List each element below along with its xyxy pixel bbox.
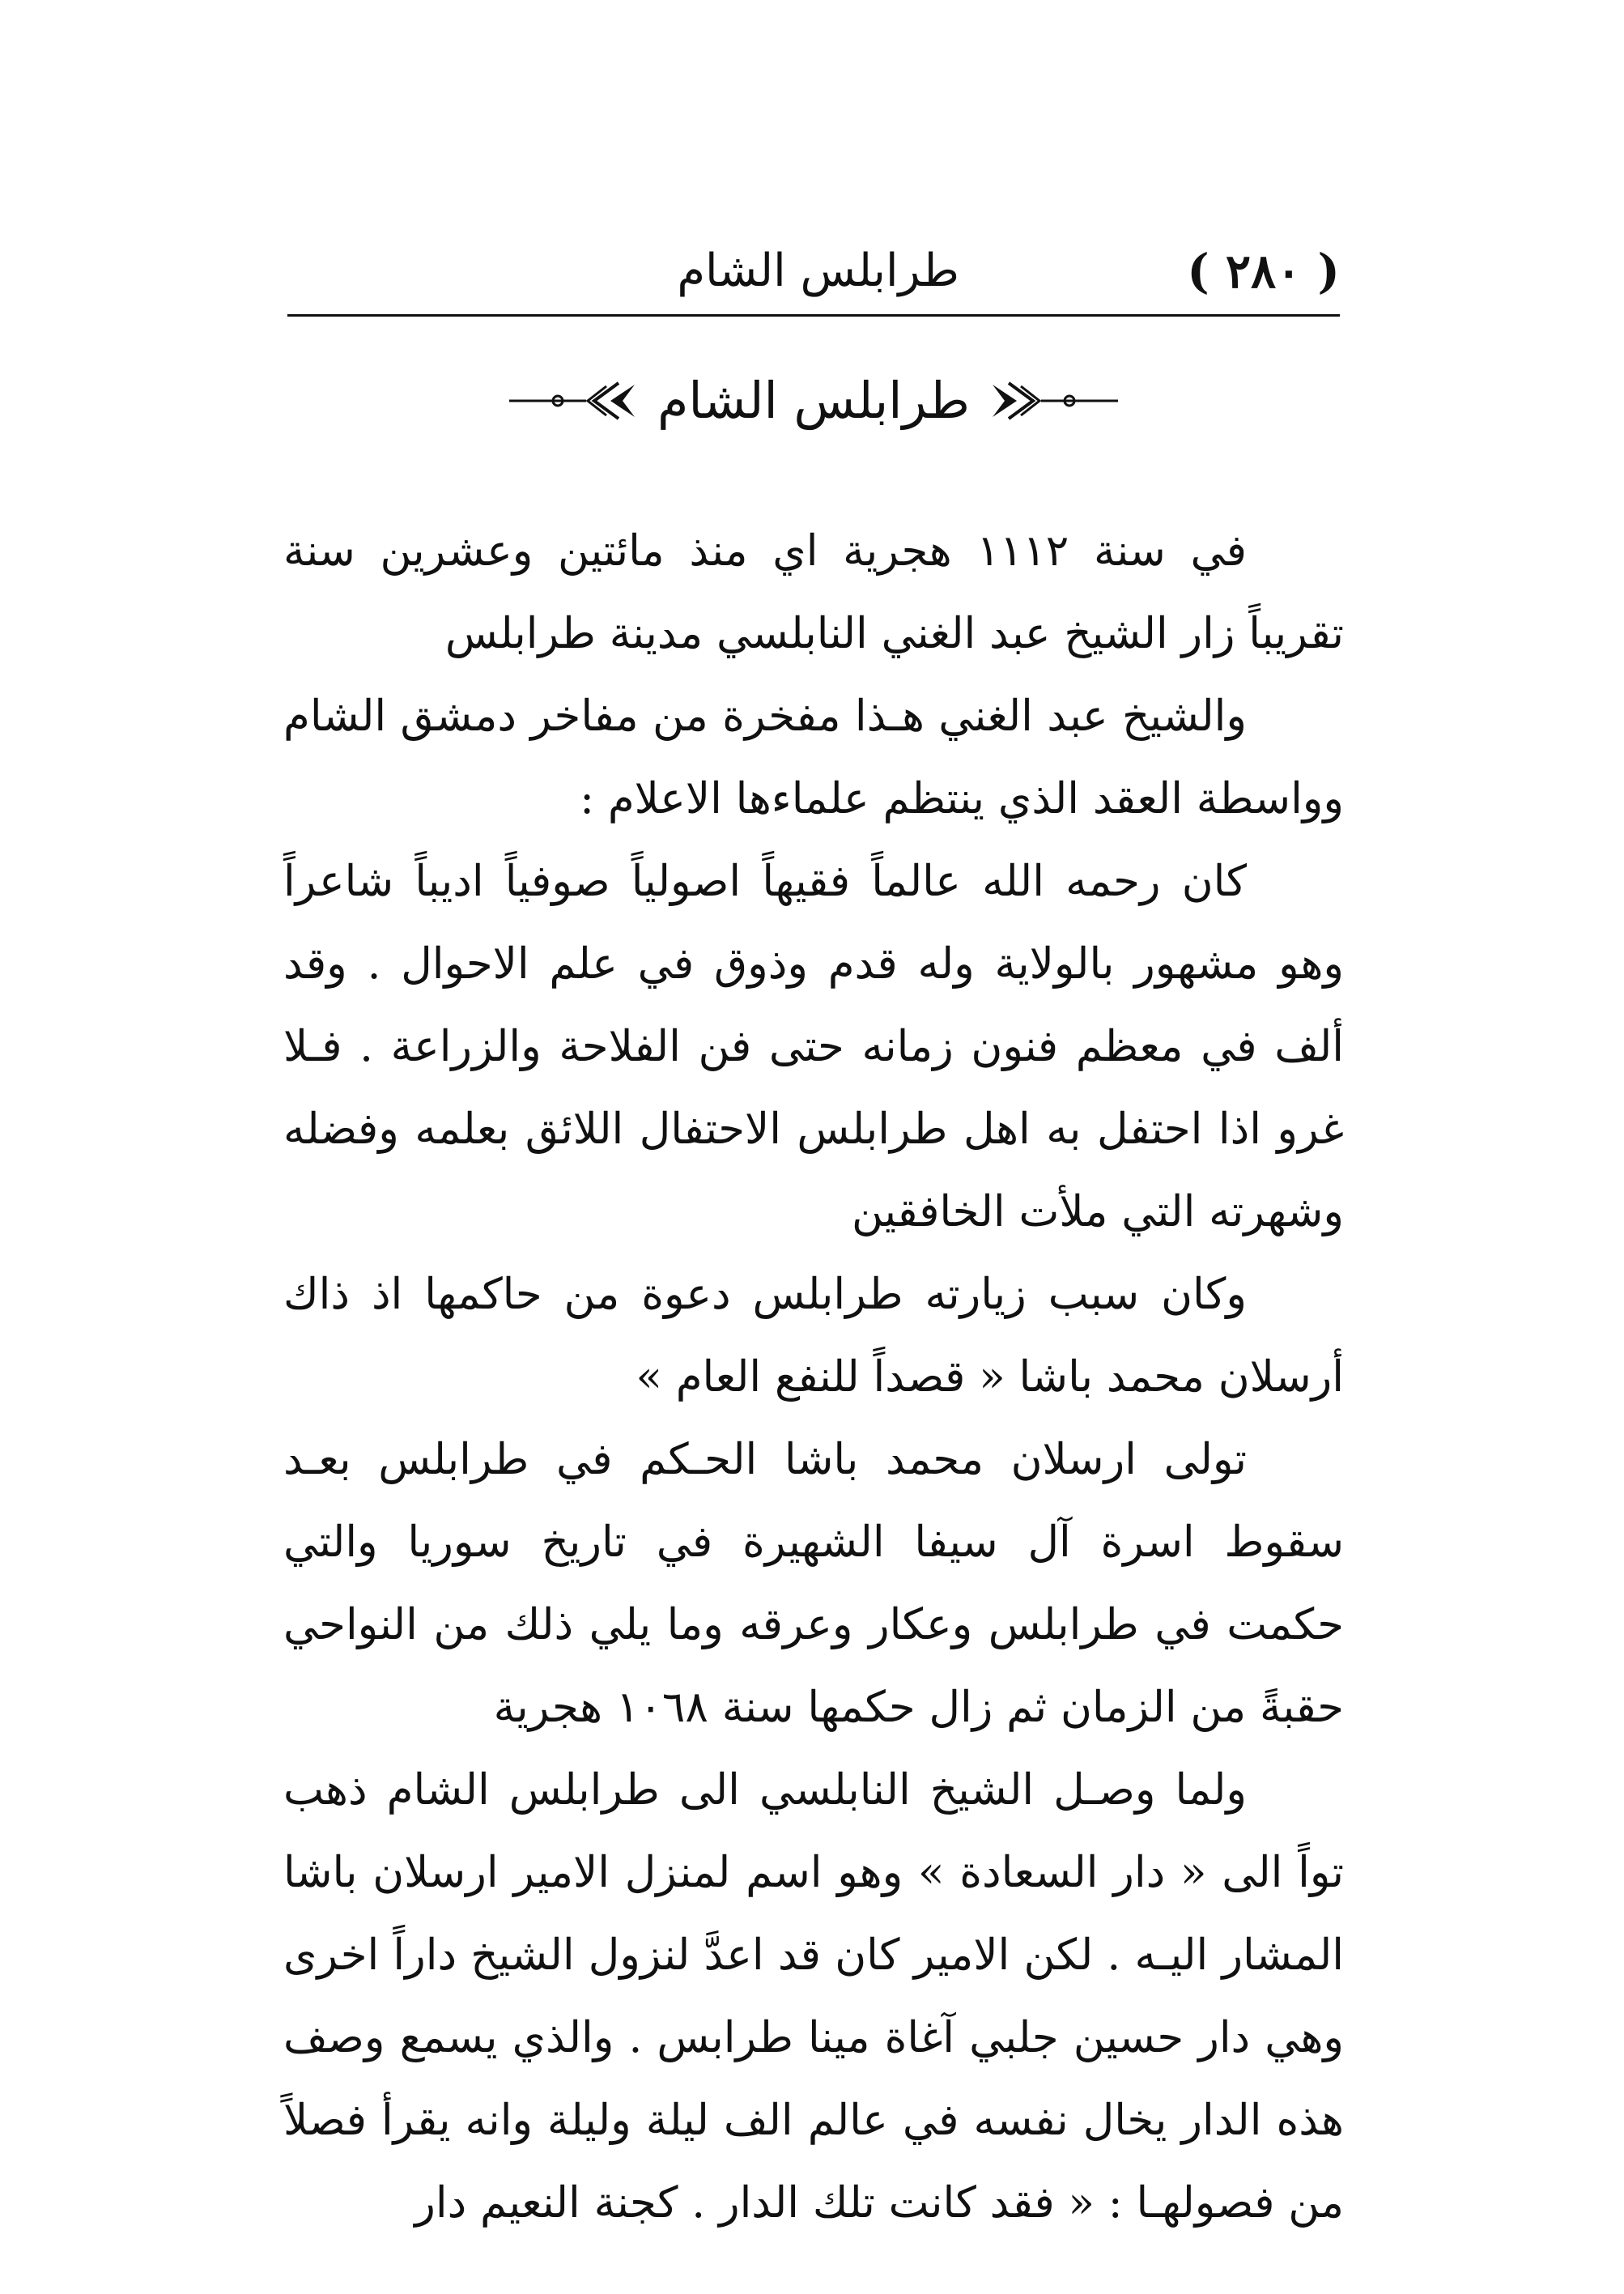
fleuron-ornament-icon bbox=[505, 377, 643, 425]
chapter-heading bbox=[287, 360, 1340, 441]
paragraph: في سنة ١١١٢ هجرية اي منذ مائتين وعشرين سنة تقريباً زار الشيخ عبد الغني النابلسي مدينة طرابلس bbox=[283, 526, 1344, 658]
paragraph: والشيخ عبد الغني هـذا مفخرة من مفاخر دمشق الشام وواسطة العقد الذي ينتظم علماءها الاعلام : bbox=[283, 692, 1344, 824]
fleuron-ornament-icon bbox=[984, 377, 1122, 425]
body-text bbox=[283, 510, 1344, 2245]
paragraph: تولى ارسلان محمد باشا الحـكم في طرابلس بعـد سقوط اسرة آل سيفا الشهيرة في تاريخ سوريا والتي حكمت في طرابلس وعكار وعرقه وما يلي ذلك من النواحي حقبةً من الزمان ثم زال حكمها سنة ١٠٦٨ هجرية bbox=[283, 1435, 1344, 1732]
running-title: طرابلس الشام bbox=[677, 245, 959, 297]
header-rule bbox=[287, 314, 1340, 317]
paragraph: ولما وصـل الشيخ النابلسي الى طرابلس الشام ذهب تواً الى « دار السعادة » وهو اسم لمنزل الامير ارسلان باشا المشار اليـه . لكن الامير كان قد اعدَّ لنزول الشيخ داراً اخرى وهي دار حسين جلبي آغاة مينا طرابس . والذي يسمع وصف هذه الدار يخال نفسه في عالم الف ليلة وليلة وانه يقرأ فصلاً من فصولهـا : « فقد كانت تلك الدار . كجنة النعيم دار bbox=[283, 1765, 1344, 2228]
running-head bbox=[287, 235, 1340, 308]
chapter-title: طرابلس الشام bbox=[657, 371, 971, 430]
page-number: ( ٢٨٠ ) bbox=[1187, 244, 1340, 299]
paragraph: وكان سبب زيارته طرابلس دعوة من حاكمها اذ ذاك أرسلان محمد باشا « قصداً للنفع العام » bbox=[283, 1270, 1344, 1402]
paragraph: كان رحمه الله عالماً فقيهاً اصولياً صوفياً اديباً شاعراً وهو مشهور بالولاية وله قدم وذوق في علم الاحوال . وقد ألف في معظم فنون زمانه حتى فن الفلاحة والزراعة . فـلا غرو اذا احتفل به اهل طرابلس الاحتفال اللائق بعلمه وفضله وشهرته التي ملأت الخافقين bbox=[283, 857, 1344, 1236]
